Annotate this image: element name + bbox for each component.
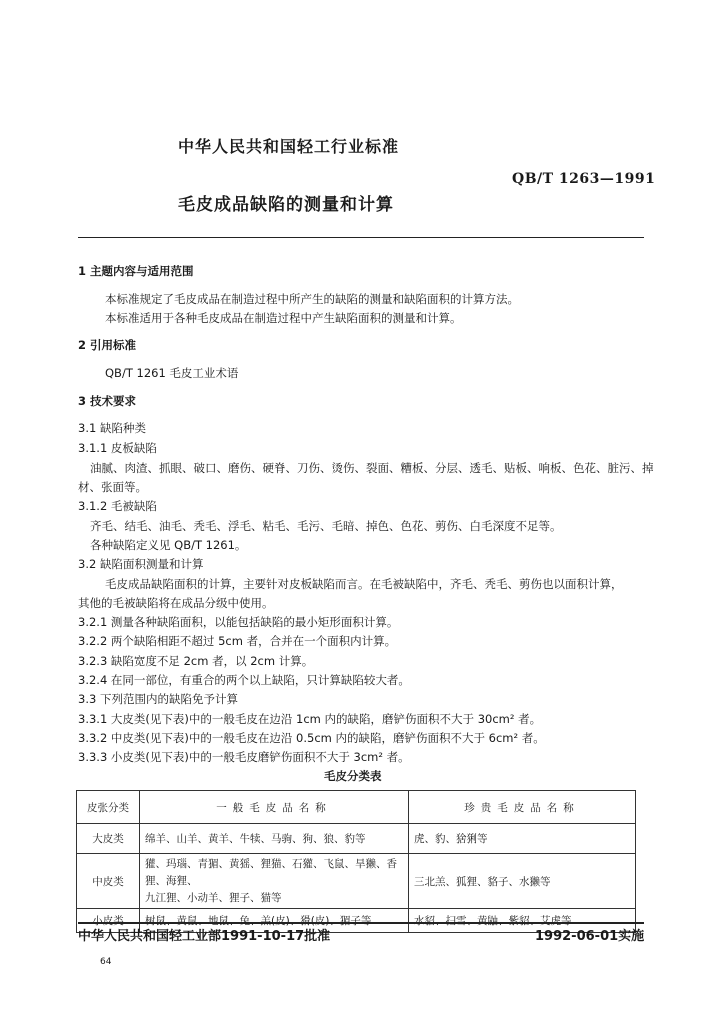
clause-3-1: 3.1 缺陷种类	[78, 421, 146, 435]
footer-rule	[78, 922, 644, 924]
clause-3-3: 3.3 下列范围内的缺陷免予计算	[78, 692, 238, 706]
page-number: 64	[100, 957, 112, 967]
table-cell-general: 绵羊、山羊、黄羊、牛犊、马驹、狗、狼、豹等	[140, 824, 409, 854]
table-header-precious: 珍贵毛皮品名称	[409, 791, 636, 824]
standard-org: 中华人民共和国轻工行业标准	[178, 137, 400, 156]
clause-3-2: 3.2 缺陷面积测量和计算	[78, 557, 204, 571]
approval-line: 中华人民共和国轻工业部1991-10-17批准	[78, 929, 331, 944]
clause-3-1-2-ref: 各种缺陷定义见 QB/T 1261。	[90, 538, 247, 552]
clause-3-1-2: 3.1.2 毛被缺陷	[78, 499, 157, 513]
table-cell-precious: 三北羔、狐狸、貉子、水獭等	[409, 854, 636, 909]
section-1-heading: 1 主题内容与适用范围	[78, 264, 194, 278]
clause-3-3-1: 3.3.1 大皮类(见下表)中的一般毛皮在边沿 1cm 内的缺陷，磨铲伤面积不大于 30cm² 者。	[78, 712, 542, 726]
clause-3-1-1-text-cont: 材、张面等。	[78, 480, 147, 494]
reference-item: QB/T 1261 毛皮工业术语	[105, 366, 239, 380]
table-row	[77, 824, 636, 854]
section-1-para-1: 本标准规定了毛皮成品在制造过程中所产生的缺陷的测量和缺陷面积的计算方法。	[105, 292, 519, 306]
table-cell-general: 树鼠、黄鼠、地鼠、兔、羔(皮)、猾(皮)、猸子等	[140, 909, 409, 933]
clause-3-1-2-text: 齐毛、结毛、油毛、秃毛、浮毛、粘毛、毛污、毛暗、掉色、色花、剪伤、白毛深度不足等。	[90, 519, 562, 533]
clause-3-1-1: 3.1.1 皮板缺陷	[78, 441, 157, 455]
table-header-category: 皮张分类	[77, 791, 140, 824]
standard-code: QB/T 1263—1991	[512, 171, 656, 187]
implementation-date: 1992-06-01实施	[535, 929, 645, 944]
clause-3-2-1: 3.2.1 测量各种缺陷面积，以能包括缺陷的最小矩形面积计算。	[78, 615, 399, 629]
document-title: 毛皮成品缺陷的测量和计算	[178, 195, 394, 215]
table-cell-category: 大皮类	[77, 824, 140, 854]
table-row	[77, 854, 636, 909]
fur-classification-table	[76, 790, 636, 933]
table-caption: 毛皮分类表	[324, 769, 382, 783]
table-cell-category: 中皮类	[77, 854, 140, 909]
table-cell-general: 獾、玛瑙、青猸、黄猺、狸猫、石獾、飞鼠、旱獭、香狸、海狸、 九江狸、小动羊、狸子、猫等	[140, 854, 409, 909]
clause-3-3-2: 3.3.2 中皮类(见下表)中的一般毛皮在边沿 0.5cm 内的缺陷，磨铲伤面积不大于 6cm² 者。	[78, 731, 545, 745]
clause-3-2-text: 毛皮成品缺陷面积的计算，主要针对皮板缺陷而言。在毛被缺陷中，齐毛、秃毛、剪伤也以面积计算，	[105, 577, 623, 591]
section-1-para-2: 本标准适用于各种毛皮成品在制造过程中产生缺陷面积的测量和计算。	[105, 311, 462, 325]
table-header-row	[77, 791, 636, 824]
table-cell-precious: 水貂、扫雪、黄鼬、紫貂、艾虎等	[409, 909, 636, 933]
table-cell-category: 小皮类	[77, 909, 140, 933]
table-header-general: 一般毛皮品名称	[140, 791, 409, 824]
clause-3-3-3: 3.3.3 小皮类(见下表)中的一般毛皮磨铲伤面积不大于 3cm² 者。	[78, 750, 410, 764]
table-cell-precious: 虎、豹、猞猁等	[409, 824, 636, 854]
clause-3-2-3: 3.2.3 缺陷宽度不足 2cm 者，以 2cm 计算。	[78, 654, 314, 668]
clause-3-2-4: 3.2.4 在同一部位，有重合的两个以上缺陷，只计算缺陷较大者。	[78, 673, 410, 687]
header-rule	[78, 237, 644, 238]
clause-3-2-text-cont: 其他的毛被缺陷将在成品分级中使用。	[78, 596, 274, 610]
section-2-heading: 2 引用标准	[78, 338, 137, 352]
clause-3-1-1-text: 油腻、肉渣、抓眼、破口、磨伤、硬脊、刀伤、烫伤、裂面、糟板、分层、透毛、贴板、响板、色花、脏污、掉	[90, 461, 654, 475]
clause-3-2-2: 3.2.2 两个缺陷相距不超过 5cm 者，合并在一个面积内计算。	[78, 634, 397, 648]
section-3-heading: 3 技术要求	[78, 394, 137, 408]
